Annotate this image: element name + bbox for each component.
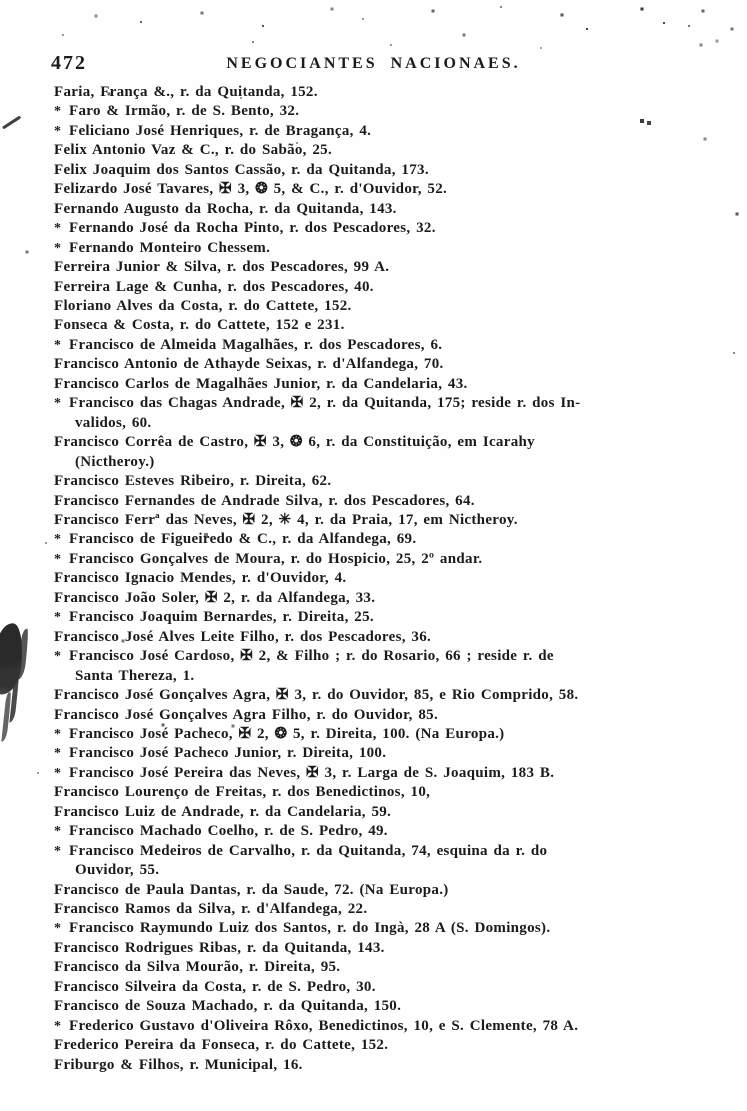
entry-text: Francisco Luiz de Andrade, r. da Candelaria, 59. [54, 803, 392, 820]
directory-entry [54, 1036, 734, 1055]
entry-text: Francisco de Souza Machado, r. da Quitanda, 150. [54, 998, 402, 1015]
entry-star-marker: * [54, 123, 62, 139]
directory-entry [54, 83, 734, 102]
directory-entry [54, 530, 734, 549]
entry-continuation-line: validos, 60. [75, 414, 152, 431]
directory-entry [54, 919, 734, 938]
directory-entry [54, 161, 734, 180]
entry-text: Francisco João Soler, ✠ 2, r. da Alfandega, 33. [54, 589, 376, 606]
entry-star-marker: * [54, 104, 62, 120]
directory-entry [54, 764, 734, 783]
directory-entry [54, 686, 734, 705]
directory-entry [54, 219, 734, 238]
directory-entry [54, 569, 734, 588]
entry-text: Francisco José Cardoso, ✠ 2, & Filho ; r. do Rosario, 66 ; reside r. de [69, 648, 554, 665]
entry-text: Frederico Pereira da Fonseca, r. do Cattete, 152. [54, 1037, 389, 1054]
directory-entry [54, 472, 734, 491]
entry-text: Francisco das Chagas Andrade, ✠ 2, r. da Quitanda, 175; reside r. dos In- [69, 395, 581, 412]
entry-text: Francisco Lourenço de Freitas, r. dos Benedictinos, 10, [54, 784, 431, 801]
directory-entry [54, 141, 734, 160]
directory-entry [54, 589, 734, 608]
entry-text: Francisco José Pereira das Neves, ✠ 3, r. Larga de S. Joaquim, 183 B. [69, 764, 555, 781]
directory-entry [54, 355, 734, 374]
directory-entry [54, 102, 734, 121]
entry-text: Francisco Esteves Ribeiro, r. Direita, 62. [54, 473, 332, 490]
entry-text: Francisco Ignacio Mendes, r. d'Ouvidor, 4. [54, 570, 347, 587]
entry-star-marker: * [54, 532, 62, 548]
directory-entry [54, 647, 734, 666]
directory-entry [54, 122, 734, 141]
entry-text: Feliciano José Henriques, r. de Bragança, 4. [69, 122, 372, 139]
entry-text: Fernando Augusto da Rocha, r. da Quitanda, 143. [54, 200, 397, 217]
directory-entries-list [54, 83, 734, 1075]
directory-entry [54, 375, 734, 394]
directory-entry [54, 822, 734, 841]
directory-entry [54, 394, 734, 413]
entry-text: Francisco de Paula Dantas, r. da Saude, 72. (Na Europa.) [54, 881, 449, 898]
entry-text: Francisco Corrêa de Castro, ✠ 3, ❂ 6, r. da Constituição, em Icarahy [54, 434, 535, 451]
entry-star-marker: * [54, 1018, 62, 1034]
entry-text: Francisco Gonçalves de Moura, r. do Hospicio, 25, 2º andar. [69, 550, 483, 567]
entry-text: Francisco Medeiros de Carvalho, r. da Quitanda, 74, esquina da r. do [69, 842, 548, 859]
directory-entry [54, 180, 734, 199]
entry-star-marker: * [54, 337, 62, 353]
directory-entry [54, 725, 734, 744]
entry-text: Francisco Ferrª das Neves, ✠ 2, ✳ 4, r. da Praia, 17, em Nictheroy. [54, 511, 518, 528]
entry-text: Francisco José Gonçalves Agra, ✠ 3, r. do Ouvidor, 85, e Rio Comprido, 58. [54, 687, 579, 704]
entry-star-marker: * [54, 551, 62, 567]
entry-text: Felix Joaquim dos Santos Cassão, r. da Quitanda, 173. [54, 161, 429, 178]
entry-text: Felix Antonio Vaz & C., r. do Sabão, 25. [54, 142, 333, 159]
entry-text: Fonseca & Costa, r. do Cattete, 152 e 231. [54, 317, 345, 334]
stray-slash-artifact [2, 115, 21, 129]
entry-text: Francisco José Alves Leite Filho, r. dos Pescadores, 36. [54, 628, 432, 645]
ink-smudge-artifact [0, 622, 26, 696]
entry-star-marker: * [54, 726, 62, 742]
entry-continuation-line: (Nictheroy.) [75, 453, 155, 470]
entry-text: Francisco Machado Coelho, r. de S. Pedro, 49. [69, 823, 388, 840]
entry-star-marker: * [54, 396, 62, 412]
directory-entry [54, 239, 734, 258]
directory-entry [54, 200, 734, 219]
directory-entry [54, 1056, 734, 1075]
directory-entry [54, 978, 734, 997]
entry-star-marker: * [54, 221, 62, 237]
directory-entry [54, 900, 734, 919]
directory-entry [54, 803, 734, 822]
entry-star-marker: * [54, 610, 62, 626]
entry-text: Francisco Ramos da Silva, r. d'Alfandega, 22. [54, 901, 368, 918]
entry-text: Ferreira Lage & Cunha, r. dos Pescadores, 40. [54, 278, 374, 295]
entry-text: Faria, França &., r. da Quitanda, 152. [54, 84, 318, 100]
entry-text: Francisco José Gonçalves Agra Filho, r. do Ouvidor, 85. [54, 706, 439, 723]
entry-text: Francisco da Silva Mourão, r. Direita, 95. [54, 959, 341, 976]
directory-entry [54, 316, 734, 335]
entry-text: Francisco de Almeida Magalhães, r. dos Pescadores, 6. [69, 336, 443, 353]
directory-entry [54, 939, 734, 958]
directory-entry [54, 492, 734, 511]
directory-entry [54, 628, 734, 647]
entry-star-marker: * [54, 649, 62, 665]
entry-text: Fernando Monteiro Chessem. [69, 239, 271, 256]
directory-entry [54, 297, 734, 316]
directory-entry [54, 278, 734, 297]
entry-star-marker: * [54, 746, 62, 762]
entry-star-marker: * [54, 921, 62, 937]
directory-entry [54, 1017, 734, 1036]
entry-text: Francisco Antonio de Athayde Seixas, r. d'Alfandega, 70. [54, 356, 444, 373]
entry-text: Francisco Rodrigues Ribas, r. da Quitanda, 143. [54, 939, 385, 956]
directory-entry [54, 744, 734, 763]
page-number: 472 [51, 52, 87, 74]
directory-entry [54, 550, 734, 569]
entry-text: Francisco Silveira da Costa, r. de S. Pedro, 30. [54, 978, 376, 995]
entry-text: Fernando José da Rocha Pinto, r. dos Pescadores, 32. [69, 220, 436, 237]
directory-entry [54, 783, 734, 802]
entry-text: Francisco Carlos de Magalhães Junior, r. da Candelaria, 43. [54, 375, 468, 392]
scan-noise-specks [0, 0, 2, 2]
entry-text: Faro & Irmão, r. de S. Bento, 32. [69, 103, 300, 120]
directory-entry [54, 842, 734, 861]
directory-entry [54, 958, 734, 977]
entry-text: Felizardo José Tavares, ✠ 3, ❂ 5, & C., r. d'Ouvidor, 52. [54, 181, 448, 198]
entry-text: Frederico Gustavo d'Oliveira Rôxo, Benedictinos, 10, e S. Clemente, 78 A. [69, 1017, 579, 1034]
directory-entry [54, 336, 734, 355]
entry-star-marker: * [54, 824, 62, 840]
entry-continuation-line: Ouvidor, 55. [75, 862, 160, 879]
entry-text: Francisco Raymundo Luiz dos Santos, r. do Ingà, 28 A (S. Domingos). [69, 920, 551, 937]
entry-star-marker: * [54, 240, 62, 256]
entry-text: Friburgo & Filhos, r. Municipal, 16. [54, 1056, 303, 1073]
directory-entry [54, 258, 734, 277]
directory-entry [54, 706, 734, 725]
entry-continuation-line: Santa Thereza, 1. [75, 667, 195, 684]
entry-star-marker: * [54, 843, 62, 859]
entry-text: Francisco José Pacheco, ✠ 2, ❂ 5, r. Direita, 100. (Na Europa.) [69, 725, 505, 742]
directory-entry [54, 433, 734, 452]
directory-entry [54, 881, 734, 900]
entry-text: Francisco Joaquim Bernardes, r. Direita, 25. [69, 609, 374, 626]
entry-text: Francisco de Figueiredo & C., r. da Alfandega, 69. [69, 531, 417, 548]
directory-entry [54, 511, 734, 530]
directory-entry [54, 997, 734, 1016]
entry-text: Ferreira Junior & Silva, r. dos Pescadores, 99 A. [54, 259, 390, 276]
entry-star-marker: * [54, 765, 62, 781]
entry-text: Floriano Alves da Costa, r. do Cattete, 152. [54, 297, 352, 314]
entry-text: Francisco Fernandes de Andrade Silva, r. dos Pescadores, 64. [54, 492, 475, 509]
running-header-title: NEGOCIANTES NACIONAES. [226, 55, 521, 72]
entry-text: Francisco José Pacheco Junior, r. Direita, 100. [69, 745, 387, 762]
directory-entry [54, 608, 734, 627]
